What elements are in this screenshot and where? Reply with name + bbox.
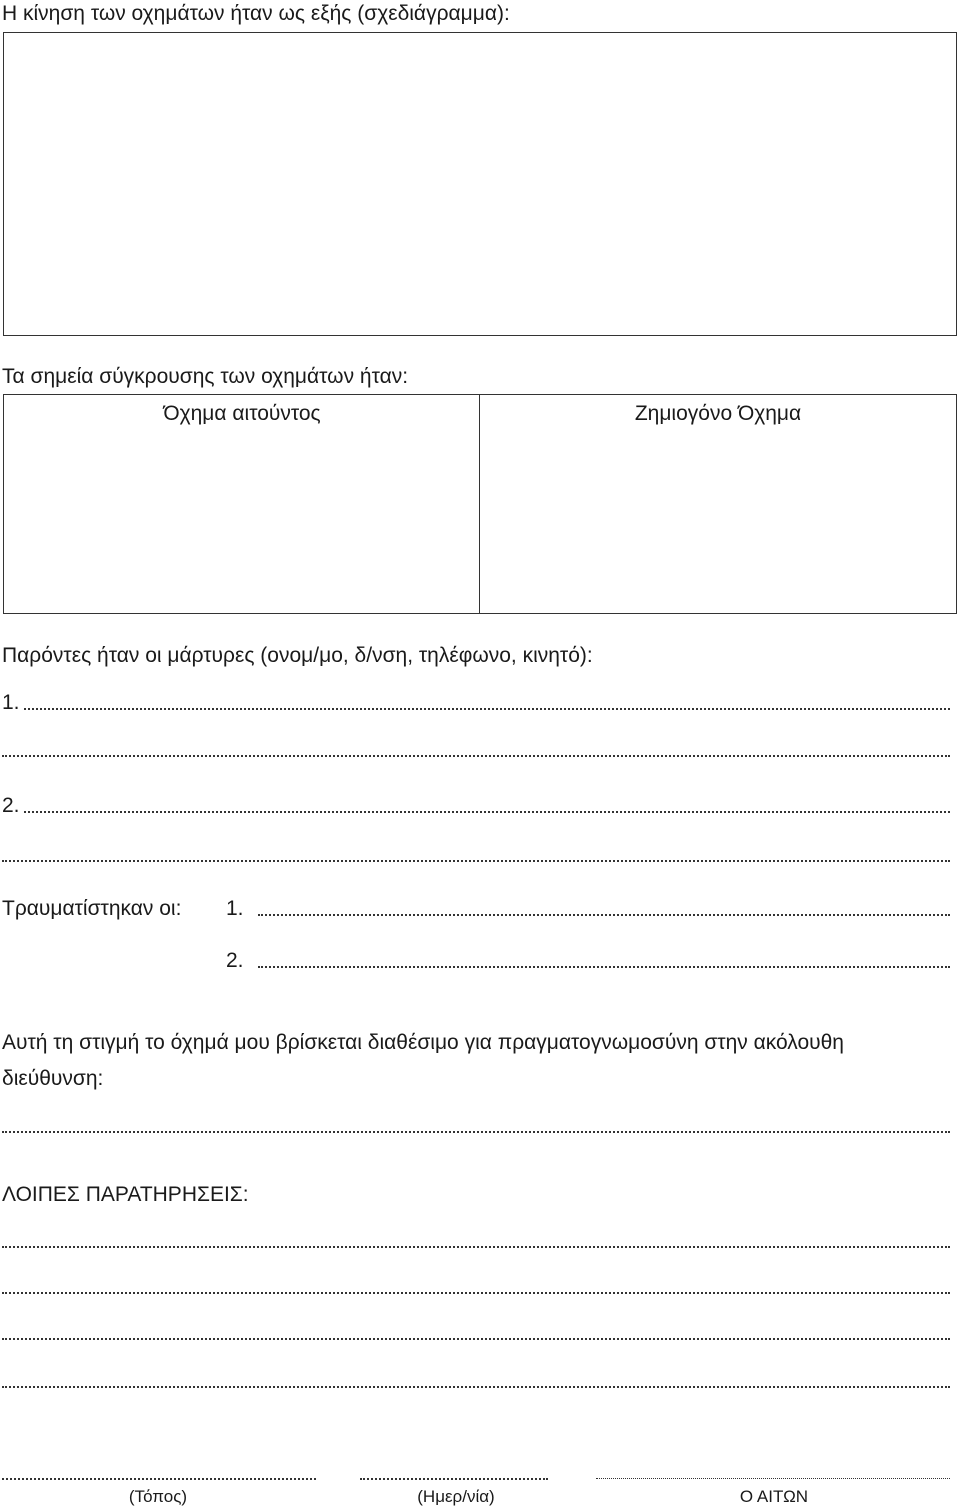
damaging-vehicle-label: Ζημιογόνο Όχημα: [634, 402, 802, 425]
place-line[interactable]: [2, 1478, 316, 1480]
damaging-vehicle-box[interactable]: [479, 394, 957, 614]
witness-1-line-2[interactable]: [2, 755, 950, 757]
witness-2-line[interactable]: [24, 811, 950, 813]
witnesses-label: Παρόντες ήταν οι μάρτυρες (ονομ/μο, δ/νση, τηλέφωνο, κινητό):: [2, 644, 593, 667]
remarks-label: ΛΟΙΠΕΣ ΠΑΡΑΤΗΡΗΣΕΙΣ:: [2, 1183, 249, 1206]
availability-text-line2: διεύθυνση:: [2, 1067, 104, 1090]
sketch-area[interactable]: [3, 32, 957, 336]
witness-2-number: 2.: [2, 794, 20, 817]
remarks-line-3[interactable]: [2, 1338, 950, 1340]
injured-1-number: 1.: [226, 897, 244, 920]
remarks-line-2[interactable]: [2, 1292, 950, 1294]
witness-1-number: 1.: [2, 691, 20, 714]
injured-2-line[interactable]: [258, 966, 950, 968]
remarks-line-1[interactable]: [2, 1246, 950, 1248]
witness-2-line-2[interactable]: [2, 860, 950, 862]
remarks-line-4[interactable]: [2, 1386, 950, 1388]
injured-2-number: 2.: [226, 949, 244, 972]
applicant-vehicle-box[interactable]: [3, 394, 481, 614]
date-line[interactable]: [360, 1478, 548, 1480]
injured-1-line[interactable]: [258, 914, 950, 916]
injured-label: Τραυματίστηκαν οι:: [2, 897, 182, 920]
applicant-caption: Ο ΑΙΤΩΝ: [739, 1487, 809, 1506]
movement-label: Η κίνηση των οχημάτων ήταν ως εξής (σχεδιάγραμμα):: [2, 2, 510, 25]
applicant-signature-line[interactable]: [596, 1478, 950, 1479]
date-caption: (Ημερ/νία): [417, 1487, 495, 1506]
place-caption: (Τόπος): [128, 1487, 188, 1506]
collision-label: Τα σημεία σύγκρουσης των οχημάτων ήταν:: [2, 365, 409, 388]
availability-text-line1: Αυτή τη στιγμή το όχημά μου βρίσκεται διαθέσιμο για πραγματογνωμοσύνη στην ακόλουθη: [2, 1031, 844, 1054]
applicant-vehicle-label: Όχημα αιτούντος: [163, 402, 321, 425]
witness-1-line[interactable]: [24, 708, 950, 710]
address-line[interactable]: [2, 1131, 950, 1133]
